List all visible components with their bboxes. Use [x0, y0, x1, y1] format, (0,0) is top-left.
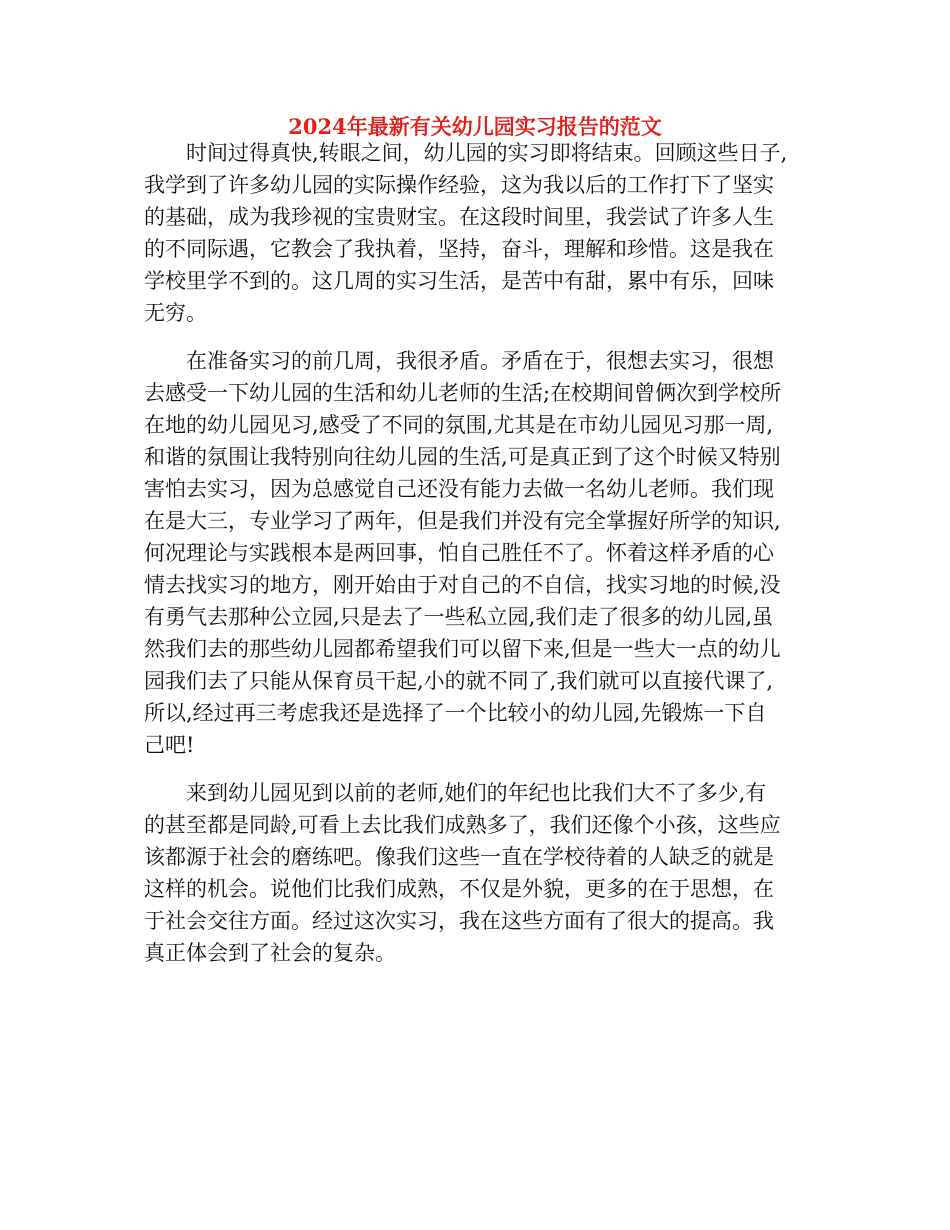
paragraph-1	[144, 137, 824, 329]
text-line: 害怕去实习，因为总感觉自己还没有能力去做一名幼儿老师。我们现	[144, 477, 774, 501]
text-line: 和谐的氛围让我特别向往幼儿园的生活,可是真正到了这个时候又特别	[144, 445, 781, 469]
text-line: 的不同际遇，它教会了我执着，坚持，奋斗，理解和珍惜。这是我在	[144, 237, 774, 261]
text-line: 己吧!	[144, 733, 195, 757]
document-title: 2024年最新有关幼儿园实习报告的范文	[288, 114, 662, 139]
text-line: 然我们去的那些幼儿园都希望我们可以留下来,但是一些大一点的幼儿	[144, 637, 781, 661]
paragraph-2	[144, 345, 824, 761]
paragraph-3	[144, 777, 824, 969]
text-line: 来到幼儿园见到以前的老师,她们的年纪也比我们大不了多少,有	[186, 781, 767, 805]
text-line: 时间过得真快,转眼之间，幼儿园的实习即将结束。回顾这些日子,	[186, 141, 788, 165]
text-line: 学校里学不到的。这几周的实习生活，是苦中有甜，累中有乐，回味	[144, 269, 774, 293]
text-line: 在地的幼儿园见习,感受了不同的氛围,尤其是在市幼儿园见习那一周,	[144, 413, 774, 437]
text-line: 真正体会到了社会的复杂。	[144, 941, 396, 965]
text-line: 该都源于社会的磨练吧。像我们这些一直在学校待着的人缺乏的就是	[144, 845, 774, 869]
text-line: 于社会交往方面。经过这次实习，我在这些方面有了很大的提高。我	[144, 909, 774, 933]
text-line: 有勇气去那种公立园,只是去了一些私立园,我们走了很多的幼儿园,虽	[144, 605, 774, 629]
text-line: 何况理论与实践根本是两回事，怕自己胜任不了。怀着这样矛盾的心	[144, 541, 774, 565]
text-line: 的基础，成为我珍视的宝贵财宝。在这段时间里，我尝试了许多人生	[144, 205, 774, 229]
text-line: 在准备实习的前几周，我很矛盾。矛盾在于，很想去实习，很想	[186, 349, 774, 373]
text-line: 的甚至都是同龄,可看上去比我们成熟多了，我们还像个小孩，这些应	[144, 813, 781, 837]
text-line: 我学到了许多幼儿园的实际操作经验，这为我以后的工作打下了坚实	[144, 173, 774, 197]
text-line: 所以,经过再三考虑我还是选择了一个比较小的幼儿园,先锻炼一下自	[144, 701, 767, 725]
text-line: 去感受一下幼儿园的生活和幼儿老师的生活;在校期间曾俩次到学校所	[144, 381, 782, 405]
document-body	[144, 137, 824, 985]
text-line: 情去找实习的地方，刚开始由于对自己的不自信，找实习地的时候,没	[144, 573, 781, 597]
text-line: 园我们去了只能从保育员干起,小的就不同了,我们就可以直接代课了,	[144, 669, 774, 693]
text-line: 无穷。	[144, 301, 207, 325]
text-line: 这样的机会。说他们比我们成熟，不仅是外貌，更多的在于思想，在	[144, 877, 774, 901]
text-line: 在是大三，专业学习了两年，但是我们并没有完全掌握好所学的知识,	[144, 509, 781, 533]
